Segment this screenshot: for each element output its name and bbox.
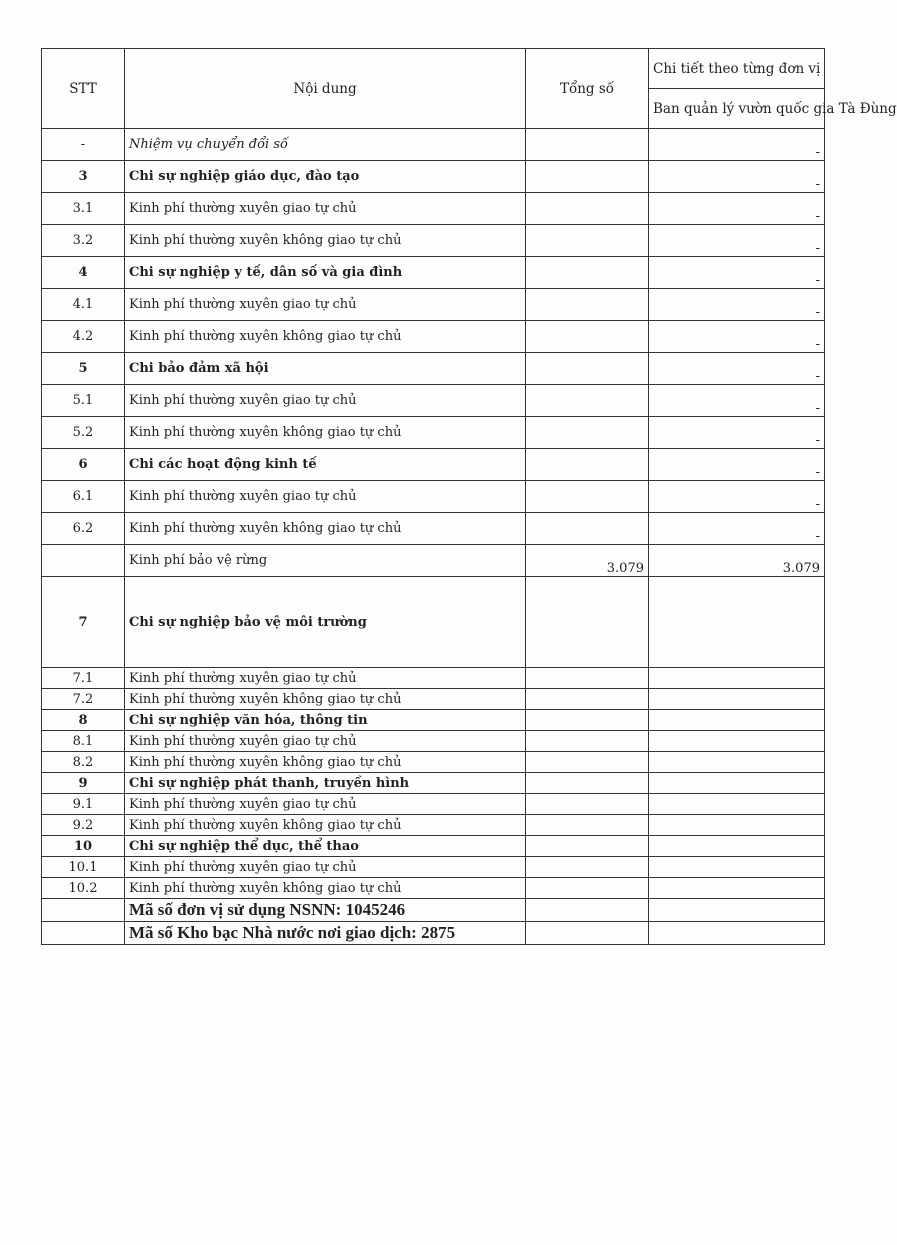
row-content: Kinh phí thường xuyên giao tự chủ [125,289,526,321]
header-unit-name: Ban quản lý vườn quốc gia Tà Đùng [649,89,825,129]
row-content: Kinh phí thường xuyên không giao tự chủ [125,321,526,353]
row-stt: 9.2 [42,815,125,836]
table-row [42,710,825,731]
row-content: Kinh phí thường xuyên giao tự chủ [125,193,526,225]
row-detail: - [649,289,825,321]
row-stt: 6.2 [42,513,125,545]
table-row [42,689,825,710]
row-total [526,731,649,752]
row-detail: - [649,193,825,225]
row-stt: 4 [42,257,125,289]
row-stt: 3.2 [42,225,125,257]
row-total [526,321,649,353]
row-content: Kinh phí thường xuyên không giao tự chủ [125,513,526,545]
row-total [526,225,649,257]
row-stt: 5.2 [42,417,125,449]
row-stt: 5 [42,353,125,385]
table-row [42,545,825,577]
header-total: Tổng số [526,49,649,129]
table-row [42,161,825,193]
row-stt: 4.1 [42,289,125,321]
row-content: Kinh phí thường xuyên không giao tự chủ [125,689,526,710]
row-content: Chi sự nghiệp thể dục, thể thao [125,836,526,857]
table-row [42,289,825,321]
row-total [526,257,649,289]
row-total [526,857,649,878]
row-content: Chi sự nghiệp phát thanh, truyền hình [125,773,526,794]
footer-total-empty [526,899,649,922]
table-row [42,857,825,878]
row-detail: - [649,481,825,513]
row-content: Chi các hoạt động kinh tế [125,449,526,481]
row-content: Kinh phí thường xuyên không giao tự chủ [125,878,526,899]
row-detail [649,794,825,815]
row-detail [649,878,825,899]
footer-detail-empty [649,922,825,945]
footer-stt-empty [42,922,125,945]
table-row [42,668,825,689]
row-stt: 10.2 [42,878,125,899]
row-stt: 8.1 [42,731,125,752]
row-total [526,385,649,417]
row-stt: 8.2 [42,752,125,773]
table-row [42,193,825,225]
row-content: Kinh phí bảo vệ rừng [125,545,526,577]
row-total [526,794,649,815]
row-total [526,577,649,668]
row-detail: - [649,513,825,545]
row-detail [649,710,825,731]
header-stt: STT [42,49,125,129]
row-total [526,129,649,161]
row-detail: - [649,225,825,257]
row-content: Kinh phí thường xuyên giao tự chủ [125,731,526,752]
row-stt: 7.1 [42,668,125,689]
row-detail: - [649,353,825,385]
row-total [526,513,649,545]
row-content: Chi sự nghiệp y tế, dân số và gia đình [125,257,526,289]
row-content: Chi bảo đảm xã hội [125,353,526,385]
row-total [526,417,649,449]
row-content: Kinh phí thường xuyên không giao tự chủ [125,815,526,836]
row-detail: - [649,417,825,449]
row-total [526,752,649,773]
row-content: Nhiệm vụ chuyển đổi số [125,129,526,161]
row-content: Chi sự nghiệp giáo dục, đào tạo [125,161,526,193]
row-stt: 3 [42,161,125,193]
row-detail [649,815,825,836]
row-detail [649,577,825,668]
table-row [42,752,825,773]
row-detail [649,773,825,794]
row-stt: 3.1 [42,193,125,225]
row-content: Kinh phí thường xuyên giao tự chủ [125,668,526,689]
row-detail [649,731,825,752]
budget-table [41,48,897,945]
footer-row-treasury-code [42,922,825,945]
row-content: Kinh phí thường xuyên không giao tự chủ [125,752,526,773]
row-detail [649,857,825,878]
row-stt: 4.2 [42,321,125,353]
row-stt: 9 [42,773,125,794]
table-row [42,794,825,815]
row-content: Kinh phí thường xuyên không giao tự chủ [125,417,526,449]
row-detail: - [649,257,825,289]
row-stt: 7.2 [42,689,125,710]
table-row [42,878,825,899]
row-total [526,668,649,689]
footer-detail-empty [649,899,825,922]
table-body [42,129,825,945]
row-detail: - [649,385,825,417]
row-stt: 8 [42,710,125,731]
row-content: Kinh phí thường xuyên giao tự chủ [125,794,526,815]
table-row [42,321,825,353]
table-row [42,815,825,836]
footer-budget-unit-code: Mã số đơn vị sử dụng NSNN: 1045246 [125,899,526,922]
row-detail: 3.079 [649,545,825,577]
footer-row-budget-code [42,899,825,922]
row-content: Kinh phí thường xuyên giao tự chủ [125,481,526,513]
row-content: Kinh phí thường xuyên giao tự chủ [125,857,526,878]
row-detail [649,689,825,710]
table-row [42,257,825,289]
row-stt [42,545,125,577]
table-row [42,577,825,668]
row-total: 3.079 [526,545,649,577]
table-row [42,481,825,513]
row-content: Kinh phí thường xuyên giao tự chủ [125,385,526,417]
row-total [526,878,649,899]
row-total [526,710,649,731]
row-stt: 10.1 [42,857,125,878]
table-row [42,225,825,257]
row-stt: 5.1 [42,385,125,417]
row-detail: - [649,129,825,161]
table-row [42,353,825,385]
row-detail [649,752,825,773]
row-total [526,815,649,836]
table-row [42,773,825,794]
table-row [42,836,825,857]
row-detail [649,668,825,689]
row-content: Chi sự nghiệp văn hóa, thông tin [125,710,526,731]
table-row [42,129,825,161]
row-content: Kinh phí thường xuyên không giao tự chủ [125,225,526,257]
footer-total-empty [526,922,649,945]
row-stt: 6 [42,449,125,481]
row-detail [649,836,825,857]
header-detail-group: Chi tiết theo từng đơn vị [649,49,825,89]
table-row [42,385,825,417]
row-stt: 6.1 [42,481,125,513]
row-detail: - [649,161,825,193]
table-row [42,513,825,545]
table-row [42,417,825,449]
row-total [526,836,649,857]
footer-treasury-code: Mã số Kho bạc Nhà nước nơi giao dịch: 2875 [125,922,526,945]
table-row [42,449,825,481]
row-total [526,353,649,385]
row-stt: 10 [42,836,125,857]
row-stt: 9.1 [42,794,125,815]
row-stt: 7 [42,577,125,668]
table-row [42,731,825,752]
row-stt: - [42,129,125,161]
row-total [526,773,649,794]
row-total [526,449,649,481]
row-detail: - [649,449,825,481]
row-detail: - [649,321,825,353]
row-content: Chi sự nghiệp bảo vệ môi trường [125,577,526,668]
row-total [526,689,649,710]
header-content: Nội dung [125,49,526,129]
footer-stt-empty [42,899,125,922]
row-total [526,481,649,513]
row-total [526,161,649,193]
row-total [526,193,649,225]
row-total [526,289,649,321]
